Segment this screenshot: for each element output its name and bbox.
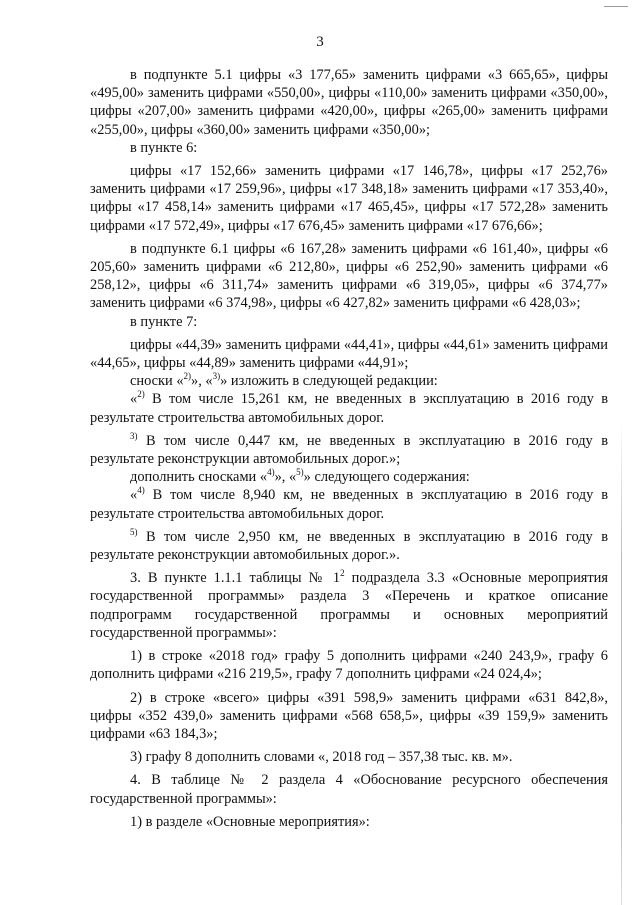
text-fragment: « bbox=[130, 391, 138, 408]
footnote-text bbox=[90, 486, 608, 522]
paragraph: в пункте 7: bbox=[130, 313, 198, 330]
paragraph bbox=[90, 372, 608, 390]
text-fragment: » изложить в следующей редакции: bbox=[220, 373, 438, 390]
footnote-text bbox=[90, 390, 608, 426]
scan-edge-line bbox=[621, 420, 622, 905]
paragraph: в подпункте 5.1 цифры «3 177,65» заменить цифрами «3 665,65», цифры «495,00» заменить цифрами «550,00», цифры «110,00» заменить цифрами «350,00», цифры «207,00» заменить цифрами «420,00», цифры «265,00» заменить цифрами «255,00», цифры «360,00» заменить цифрами «350,00»; bbox=[90, 67, 608, 138]
footnote-text bbox=[90, 432, 608, 468]
text-fragment: В том числе 2,950 км, не введенных в эксплуатацию в 2016 году в результате реконструкции автомобильных дорог.». bbox=[90, 528, 608, 564]
paragraph bbox=[90, 468, 608, 486]
text-fragment: « bbox=[130, 487, 138, 504]
text-fragment: », « bbox=[274, 469, 297, 486]
footnote-marker: 4) bbox=[267, 467, 275, 478]
footnote-marker: 2) bbox=[137, 389, 145, 400]
footnote-text bbox=[90, 528, 608, 564]
paragraph bbox=[90, 569, 608, 642]
paragraph: в пункте 6: bbox=[130, 139, 198, 156]
text-fragment: В том числе 0,447 км, не введенных в эксплуатацию в 2016 году в результате реконструкции автомобильных дорог.»; bbox=[90, 432, 608, 468]
document-body bbox=[90, 66, 608, 831]
text-fragment: В том числе 8,940 км, не введенных в эксплуатацию в 2016 году в результате строительства автомобильных дорог. bbox=[90, 487, 608, 522]
paragraph: 3) графу 8 дополнить словами «, 2018 год – 357,38 тыс. кв. м». bbox=[130, 749, 513, 766]
text-fragment: сноски « bbox=[130, 373, 184, 390]
footnote-marker: 3) bbox=[212, 371, 221, 382]
footnote-marker: 5) bbox=[130, 527, 138, 538]
footnote-marker: 2 bbox=[340, 568, 345, 579]
text-fragment: » следующего содержания: bbox=[303, 469, 470, 486]
text-fragment: В том числе 15,261 км, не введенных в эксплуатацию в 2016 году в результате строительства автомобильных дорог. bbox=[90, 391, 608, 426]
paragraph: 1) в разделе «Основные мероприятия»: bbox=[130, 813, 370, 830]
paragraph: 1) в строке «2018 год» графу 5 дополнить цифрами «240 243,9», графу 6 дополнить цифрами «216 219,5», графу 7 дополнить цифрами «24 024,4»; bbox=[90, 648, 608, 683]
paragraph: 4. В таблице № 2 раздела 4 «Обоснование ресурсного обеспечения государственной программы»: bbox=[90, 772, 608, 807]
text-fragment: подраздела 3.3 «Основные мероприятия государственной программы» раздела 3 «Перечень и краткое описание подпрограмм государственной программы и основных мероприятий государственной программы»: bbox=[90, 570, 609, 641]
paragraph: в подпункте 6.1 цифры «6 167,28» заменить цифрами «6 161,40», цифры «6 205,60» заменить цифрами «6 212,80», цифры «6 252,90» заменить цифрами «6 258,12», цифры «6 311,74» заменить цифрами «6 319,05», цифры «6 374,77» заменить цифрами «6 374,98», цифры «6 427,82» заменить цифрами «6 428,03»; bbox=[90, 240, 608, 312]
paragraph: цифры «44,39» заменить цифрами «44,41», цифры «44,61» заменить цифрами «44,65», цифры «44,89» заменить цифрами «44,91»; bbox=[90, 336, 608, 372]
scan-mark bbox=[604, 6, 628, 7]
text-fragment: дополнить сносками « bbox=[130, 469, 268, 486]
footnote-marker: 5) bbox=[296, 467, 304, 478]
footnote-marker: 3) bbox=[130, 431, 138, 442]
page-number: 3 bbox=[316, 34, 324, 50]
footnote-marker: 4) bbox=[137, 485, 145, 496]
paragraph: 2) в строке «всего» цифры «391 598,9» заменить цифрами «631 842,8», цифры «352 439,0» заменить цифрами «568 658,5», цифры «39 159,9» заменить цифрами «63 184,3»; bbox=[90, 689, 608, 742]
paragraph: цифры «17 152,66» заменить цифрами «17 146,78», цифры «17 252,76» заменить цифрами «17 259,96», цифры «17 348,18» заменить цифрами «17 353,40», цифры «17 458,14» заменить цифрами «17 465,45», цифры «17 572,28» заменить цифрами «17 572,49», цифры «17 676,45» заменить цифрами «17 676,66»; bbox=[90, 163, 608, 234]
footnote-marker: 2) bbox=[183, 371, 192, 382]
text-fragment: », « bbox=[191, 373, 213, 390]
text-fragment: 3. В пункте 1.1.1 таблицы № 1 bbox=[130, 570, 341, 587]
